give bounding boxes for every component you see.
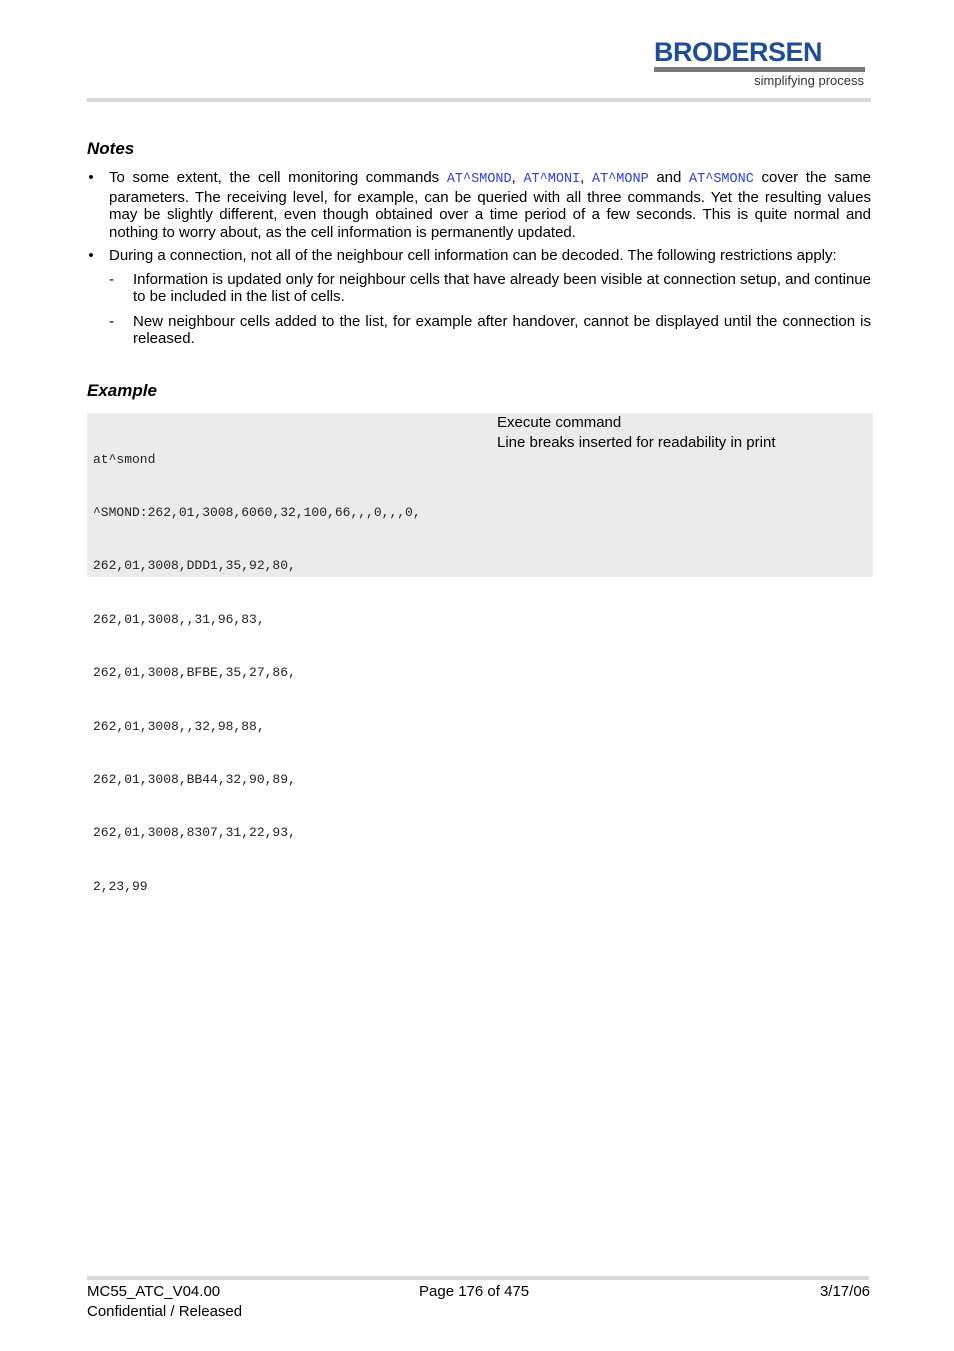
description-execute: Execute command xyxy=(497,414,622,431)
notes-item-2-text: During a connection, not all of the neighbour cell information can be decoded. The following restrictions apply: xyxy=(109,247,837,264)
code-line: 262,01,3008,BB44,32,90,89, xyxy=(93,771,296,787)
code-line: 262,01,3008,8307,31,22,93, xyxy=(93,825,296,841)
code-line: 2,23,99 xyxy=(93,878,148,894)
dash-marker: - xyxy=(109,312,114,330)
notes-item-1 xyxy=(87,169,871,241)
example-descriptions xyxy=(497,413,775,452)
notes-heading: Notes xyxy=(87,139,135,158)
separator: , xyxy=(580,169,592,186)
notes-list xyxy=(87,169,871,355)
restriction-item-2-text: New neighbour cells added to the list, for example after handover, cannot be displayed until the connection is released. xyxy=(133,312,871,347)
notes-item-1-text-b: cover the same parameters. The receiving level, for example, can be queried with all three commands. Yet the resulting values may be slightly different, even though obtained over a time period of a few seconds. This is quite normal and nothing to worry about, as the cell information is permanently updated. xyxy=(109,169,871,241)
restriction-item-1-text: Information is updated only for neighbour cells that have already been visible at connection setup, and continue to be included in the list of cells. xyxy=(133,270,871,305)
footer-doc-id: MC55_ATC_V04.00 xyxy=(87,1283,221,1300)
notes-item-1-text-a: To some extent, the cell monitoring commands xyxy=(109,169,447,186)
footer-page-number: Page 176 of 475 xyxy=(419,1283,530,1300)
code-line: at^smond xyxy=(93,451,156,467)
code-line: 262,01,3008,BFBE,35,27,86, xyxy=(93,665,296,681)
logo-bar xyxy=(654,67,865,72)
code-line: ^SMOND:262,01,3008,6060,32,100,66,,,0,,,0, xyxy=(93,504,421,520)
separator: , xyxy=(511,169,524,186)
example-code-box xyxy=(87,413,873,894)
example-code xyxy=(93,415,421,931)
bullet-marker: • xyxy=(88,169,94,186)
dash-marker: - xyxy=(109,270,114,288)
link-at-moni[interactable]: AT^MONI xyxy=(523,172,581,187)
example-heading: Example xyxy=(87,381,157,400)
footer-status: Confidential / Released xyxy=(87,1303,243,1320)
link-at-smond[interactable]: AT^SMOND xyxy=(446,172,512,187)
link-at-monp[interactable]: AT^MONP xyxy=(591,172,649,187)
restrictions-list xyxy=(109,271,871,348)
logo-tagline: simplifying process xyxy=(754,73,864,88)
brodersen-logo xyxy=(654,38,866,92)
footer-divider xyxy=(87,1276,869,1280)
code-line: 262,01,3008,,32,98,88, xyxy=(93,718,265,734)
footer-date: 3/17/06 xyxy=(819,1283,870,1300)
code-line: 262,01,3008,,31,96,83, xyxy=(93,611,265,627)
logo-wordmark: BRODERSEN xyxy=(654,37,823,67)
bullet-marker: • xyxy=(88,247,94,264)
restriction-item-1 xyxy=(109,271,871,306)
header-divider xyxy=(87,98,871,102)
separator: and xyxy=(648,169,690,186)
description-line-breaks: Line breaks inserted for readability in print xyxy=(497,433,776,451)
notes-item-2 xyxy=(87,247,871,348)
link-at-smonc[interactable]: AT^SMONC xyxy=(689,172,754,187)
restriction-item-2 xyxy=(109,313,871,348)
code-line: 262,01,3008,DDD1,35,92,80, xyxy=(93,558,296,574)
